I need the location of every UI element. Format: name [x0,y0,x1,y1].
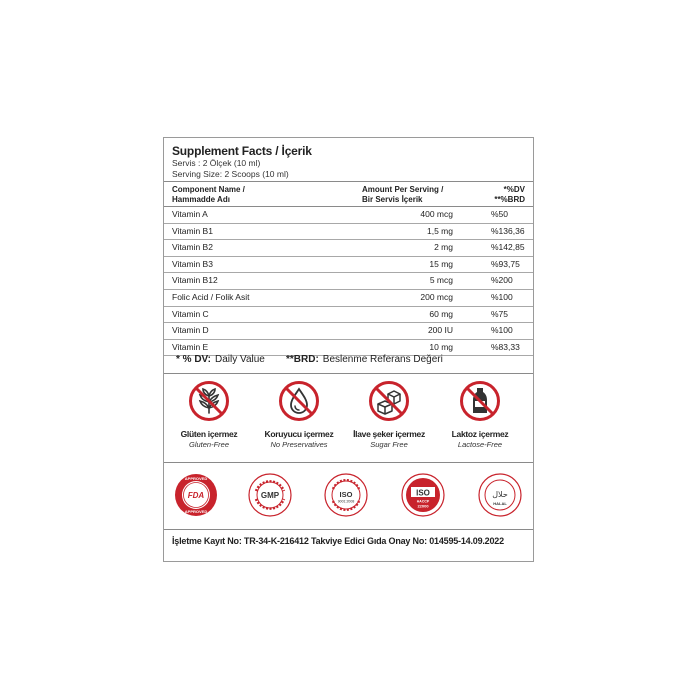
nutrient-name: Vitamin C [172,308,209,319]
table-row [164,307,533,324]
table-row [164,273,533,290]
table-row [164,257,533,274]
dv-value: %83,33 [491,341,520,352]
col-dv: *%DV **%BRD [494,185,525,204]
amount-value: 60 mg [429,308,453,319]
amount-value: 15 mg [429,258,453,269]
svg-text:FDA: FDA [187,491,205,500]
preservative-free-item: Koruyucu içermez No Preservatives [259,380,339,449]
serving-tr: Servis : 2 Ölçek (10 ml) [172,158,261,168]
drop-icon [278,380,320,422]
dv-value: %142,85 [491,242,525,253]
amount-value: 400 mcg [420,209,453,219]
legend [164,346,533,374]
svg-text:9001:2008: 9001:2008 [337,499,355,504]
table-row [164,323,533,340]
svg-text:22000: 22000 [417,503,429,509]
sugar-free-item: İlave şeker içermez Sugar Free [349,380,429,449]
lactose-free-item: Laktoz içermez Lactose-Free [440,380,520,449]
fda-seal-icon [174,473,218,517]
dv-value: %93,75 [491,258,520,269]
nutrient-name: Vitamin B1 [172,225,213,236]
dv-value: %75 [491,308,509,319]
col-component: Component Name / Hammadde Adı [172,185,245,204]
dv-value: %100 [491,325,513,336]
amount-value: 5 mcg [429,275,453,286]
serving-en: Serving Size: 2 Scoops (10 ml) [172,169,289,179]
certifications [164,463,533,530]
amount-value: 200 mcg [420,291,453,302]
iso-certified-seal-icon [324,473,368,517]
dv-value: %50 [491,209,509,219]
nutrient-name: Vitamin D [172,325,209,336]
svg-text:GMP: GMP [260,491,280,500]
amount-value: 1,5 mg [427,225,453,236]
dv-value: %100 [491,291,513,302]
svg-text:HALAL: HALAL [493,501,507,506]
dv-legend: * % DV: Daily Value [176,354,265,365]
col-amount: Amount Per Serving / Bir Servis İçerik [362,185,444,204]
svg-text:APPROVED: APPROVED [184,509,208,514]
wheat-icon [188,380,230,422]
amount-value: 200 IU [427,325,453,336]
registration-footer: İşletme Kayıt No: TR-34-K-216412 Takviye Edici Gıda Onay No: 014595-14.09.2022 [172,536,504,546]
facts-table [164,181,533,356]
brd-legend: **BRD: Beslenme Referans Değeri [286,354,443,365]
free-from-section [164,374,533,463]
table-row [164,240,533,257]
nutrient-name: Vitamin E [172,341,209,352]
amount-value: 10 mg [429,341,453,352]
panel-title: Supplement Facts / İçerik [172,144,312,158]
table-header [164,182,533,207]
dv-value: %200 [491,275,513,286]
nutrient-name: Vitamin A [172,209,208,219]
svg-text:ISO: ISO [339,490,353,499]
nutrient-name: Vitamin B12 [172,275,218,286]
table-row [164,224,533,241]
svg-text:APPROVED: APPROVED [184,476,208,481]
supplement-facts-panel [163,137,534,562]
dv-value: %136,36 [491,225,525,236]
table-row [164,290,533,307]
panel-header [172,144,532,180]
halal-seal-icon [478,473,522,517]
milk-bottle-icon [459,380,501,422]
svg-text:ISO: ISO [416,488,430,498]
iso-22000-seal-icon [401,473,445,517]
gluten-free-item: Glüten içermez Gluten-Free [169,380,249,449]
table-body [164,207,533,356]
nutrient-name: Vitamin B3 [172,258,213,269]
amount-value: 2 mg [434,242,453,253]
nutrient-name: Vitamin B2 [172,242,213,253]
sugar-cubes-icon [368,380,410,422]
gmp-seal-icon [248,473,292,517]
nutrient-name: Folic Acid / Folik Asit [172,291,250,302]
table-row [164,207,533,224]
svg-text:HACCP: HACCP [416,499,430,504]
svg-text:حلال: حلال [492,490,508,499]
